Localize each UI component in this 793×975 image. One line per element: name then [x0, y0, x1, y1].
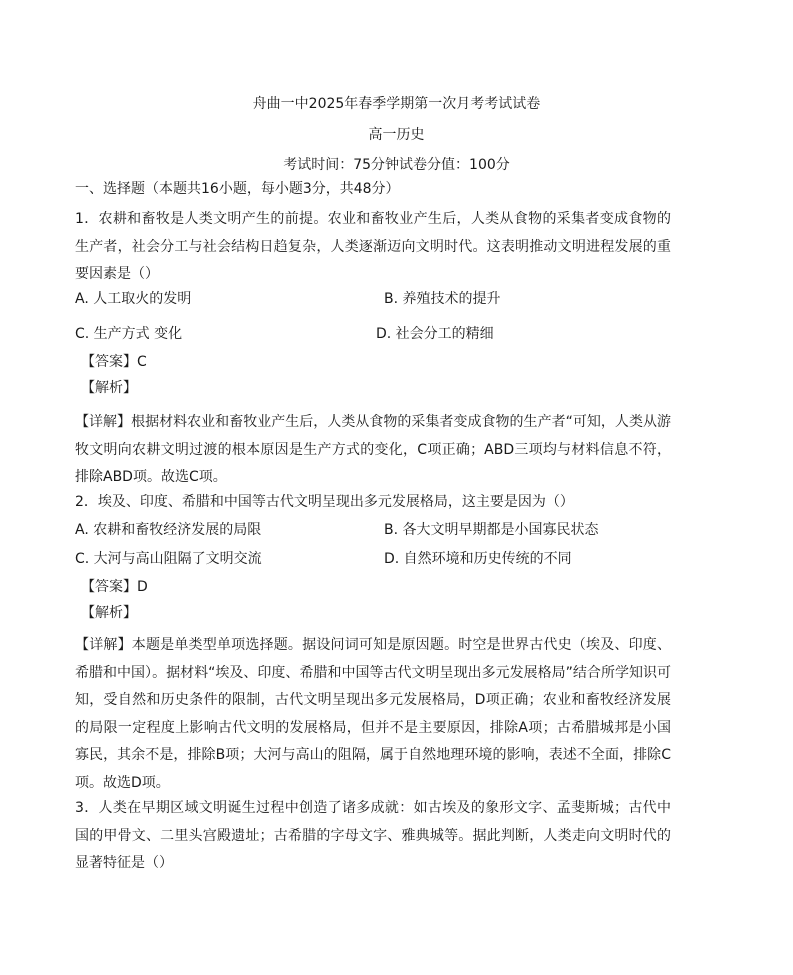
section-heading: 一、选择题（本题共16小题，每小题3分，共48分）	[75, 181, 400, 197]
q1-option-d: D. 社会分工的精细	[376, 326, 494, 342]
q1-analysis-label: 【解析】	[81, 380, 137, 396]
q1-option-a: A. 人工取火的发明	[75, 291, 192, 307]
q1-option-c: C. 生产方式 变化	[75, 326, 183, 342]
question-3-stem: 3．人类在早期区域文明诞生过程中创造了诸多成就：如古埃及的象形文字、孟斐斯城；古代中国的甲骨文、二里头宫殿遗址；古希腊的字母文字、雅典城等。据此判断，人类走向文明时代的显著特征是（）	[75, 800, 671, 871]
question-2-stem: 2．埃及、印度、希腊和中国等古代文明呈现出多元发展格局，这主要是因为（）	[75, 494, 574, 510]
q2-answer: 【答案】D	[81, 579, 148, 595]
subject-title: 高一历史	[368, 127, 425, 143]
q1-detail: 【详解】根据材料农业和畜牧业产生后，人类从食物的采集者变成食物的生产者“可知，人类从游牧文明向农耕文明过渡的根本原因是生产方式的变化，C项正确；ABD三项均与材料信息不符，排除ABD项。故选C项。	[75, 414, 671, 485]
q2-detail: 【详解】本题是单类型单项选择题。据设问词可知是原因题。时空是世界古代史（埃及、印度、希腊和中国）。据材料“埃及、印度、希腊和中国等古代文明呈现出多元发展格局”结合所学知识可知，受自然和历史条件的限制，古代文明呈现出多元发展格局，D项正确；农业和畜牧经济发展的局限一定程度上影响古代文明的发展格局，但并不是主要原因，排除A项；古希腊城邦是小国寡民，其余不是，排除B项；大河与高山的阻隔，属于自然地理环境的影响，表述不全面，排除C项。故选D项。	[75, 637, 671, 791]
question-1-stem: 1．农耕和畜牧是人类文明产生的前提。农业和畜牧业产生后，人类从食物的采集者变成食物的生产者，社会分工与社会结构日趋复杂，人类逐渐迈向文明时代。这表明推动文明进程发展的重要因素是（）	[75, 211, 671, 282]
q1-answer: 【答案】C	[81, 354, 147, 370]
q2-option-b: B. 各大文明早期都是小国寡民状态	[384, 522, 599, 538]
q2-option-d: D. 自然环境和历史传统的不同	[384, 551, 572, 567]
q2-analysis-label: 【解析】	[81, 605, 137, 621]
exam-title: 舟曲一中2025年春季学期第一次月考考试试卷	[252, 96, 541, 112]
exam-info: 考试时间：75分钟试卷分值：100分	[283, 157, 510, 173]
q1-option-b: B. 养殖技术的提升	[384, 291, 501, 307]
q2-option-c: C. 大河与高山阻隔了文明交流	[75, 551, 262, 567]
q2-option-a: A. 农耕和畜牧经济发展的局限	[75, 522, 262, 538]
